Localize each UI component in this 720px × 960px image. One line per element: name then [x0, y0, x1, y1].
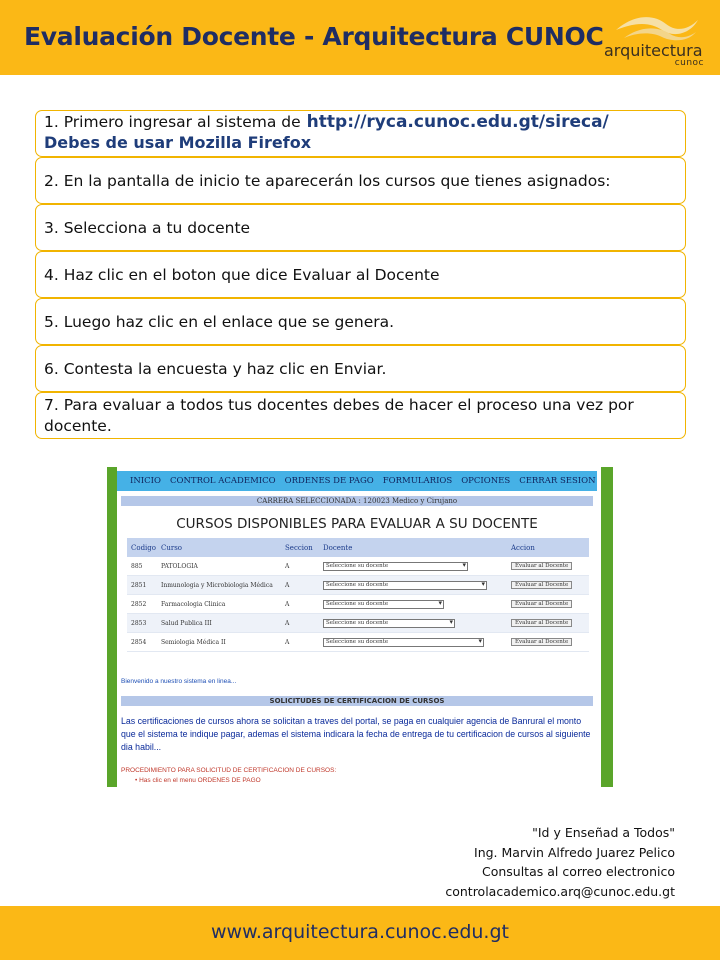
browser-note: Debes de usar Mozilla Firefox [44, 133, 312, 152]
screenshot-page [117, 467, 601, 787]
evaluate-teacher-button[interactable]: Evaluar al Docente [511, 562, 572, 570]
footer-bar [0, 906, 720, 960]
row-section: A [285, 638, 290, 646]
row-section: A [285, 581, 290, 589]
table-header [127, 538, 589, 557]
page-title: Evaluación Docente - Arquitectura CUNOC [24, 22, 604, 51]
step-6: 6. Contesta la encuesta y haz clic en Enviar. [35, 345, 686, 392]
step-4: 4. Haz clic en el boton que dice Evaluar al Docente [35, 251, 686, 298]
col-seccion: Seccion [285, 543, 313, 552]
arquitectura-logo [600, 10, 712, 70]
table-row [127, 595, 589, 614]
contact-email[interactable]: controlacademico.arq@cunoc.edu.gt [445, 883, 675, 899]
procedure-item-text: Has clic en el menu ORDENES DE PAGO [139, 777, 261, 784]
step-1-text: 1. Primero ingresar al sistema de [44, 113, 301, 131]
author-name: Ing. Marvin Alfredo Juarez Pelico [474, 844, 675, 860]
row-course: Farmacologia Clinica [161, 600, 226, 608]
col-accion: Accion [511, 543, 535, 552]
instruction-steps [35, 110, 686, 439]
nav-item-formularios[interactable]: FORMULARIOS [382, 476, 453, 486]
step-5: 5. Luego haz clic en el enlace que se genera. [35, 298, 686, 345]
nav-item-inicio[interactable]: INICIO [130, 476, 161, 486]
footer-website-link[interactable]: www.arquitectura.cunoc.edu.gt [211, 921, 509, 943]
row-section: A [285, 600, 290, 608]
contact-label: Consultas al correo electronico [481, 864, 675, 879]
evaluate-teacher-button[interactable]: Evaluar al Docente [511, 581, 572, 589]
evaluate-teacher-button[interactable]: Evaluar al Docente [511, 638, 572, 646]
credits [445, 823, 675, 901]
row-code: 2851 [131, 581, 147, 589]
step-3: 3. Selecciona a tu docente [35, 204, 686, 251]
col-codigo: Codigo [131, 543, 156, 552]
logo-wave-icon [614, 12, 700, 42]
teacher-select[interactable]: Seleccione su docente ▾ [323, 562, 468, 571]
system-url-link[interactable]: http://ryca.cunoc.edu.gt/sireca/ [306, 112, 609, 132]
row-code: 2852 [131, 600, 147, 608]
row-code: 2854 [131, 638, 147, 646]
motto: "Id y Enseñad a Todos" [532, 825, 675, 840]
system-screenshot [107, 467, 613, 787]
row-course: PATOLOGIA [161, 562, 198, 570]
teacher-select[interactable]: Seleccione su docente ▾ [323, 619, 455, 628]
table-row [127, 576, 589, 595]
screenshot-nav-menu [117, 471, 597, 491]
selected-career: CARRERA SELECCIONADA : 120023 Medico y Cirujano [121, 496, 593, 506]
nav-item-opciones[interactable]: OPCIONES [461, 476, 511, 486]
teacher-select[interactable]: Seleccione su docente ▾ [323, 638, 484, 647]
col-docente: Docente [323, 543, 353, 552]
step-7: 7. Para evaluar a todos tus docentes debes de hacer el proceso una vez por docente. [35, 392, 686, 439]
table-row [127, 557, 589, 576]
nav-item-cerrar-sesion[interactable]: CERRAR SESION [519, 476, 596, 486]
teacher-select[interactable]: Seleccione su docente ▾ [323, 581, 487, 590]
step-1-line [44, 113, 677, 132]
evaluate-teacher-button[interactable]: Evaluar al Docente [511, 619, 572, 627]
procedure-item: • Has clic en el menu ORDENES DE PAGO [135, 777, 261, 784]
courses-table [127, 538, 589, 652]
row-section: A [285, 562, 290, 570]
row-section: A [285, 619, 290, 627]
step-2: 2. En la pantalla de inicio te aparecerán los cursos que tienes asignados: [35, 157, 686, 204]
nav-item-ordenes-de-pago[interactable]: ORDENES DE PAGO [284, 476, 374, 486]
nav-item-control-academico[interactable]: CONTROL ACADEMICO [169, 476, 276, 486]
logo-subtext: cunoc [674, 58, 704, 68]
row-course: Semiologia Médica II [161, 638, 226, 646]
teacher-select[interactable]: Seleccione su docente ▾ [323, 600, 444, 609]
header-bar [0, 0, 720, 75]
row-code: 2853 [131, 619, 147, 627]
certification-section-title: SOLICITUDES DE CERTIFICACION DE CURSOS [121, 696, 593, 706]
row-course: Salud Publica III [161, 619, 212, 627]
col-curso: Curso [161, 543, 183, 552]
welcome-link[interactable]: Bienvenido a nuestro sistema en linea... [121, 678, 237, 685]
evaluate-teacher-button[interactable]: Evaluar al Docente [511, 600, 572, 608]
certification-text: Las certificaciones de cursos ahora se solicitan a traves del portal, se paga en cualquier agencia de Banrural el monto que el sistema te indique pagar, ademas el sistema indicara la fecha de entrega de tu certificacion de cursos al siguiente dia habil... [121, 716, 591, 752]
procedure-title: PROCEDIMIENTO PARA SOLICITUD DE CERTIFICACION DE CURSOS: [121, 767, 337, 774]
table-row [127, 614, 589, 633]
row-code: 885 [131, 562, 143, 570]
table-row [127, 633, 589, 652]
step-1 [35, 110, 686, 157]
row-course: Inmunologia y Microbiologia Médica [161, 581, 273, 589]
logo-text: arquitectura [604, 41, 703, 60]
courses-title: CURSOS DISPONIBLES PARA EVALUAR A SU DOCENTE [176, 516, 538, 532]
